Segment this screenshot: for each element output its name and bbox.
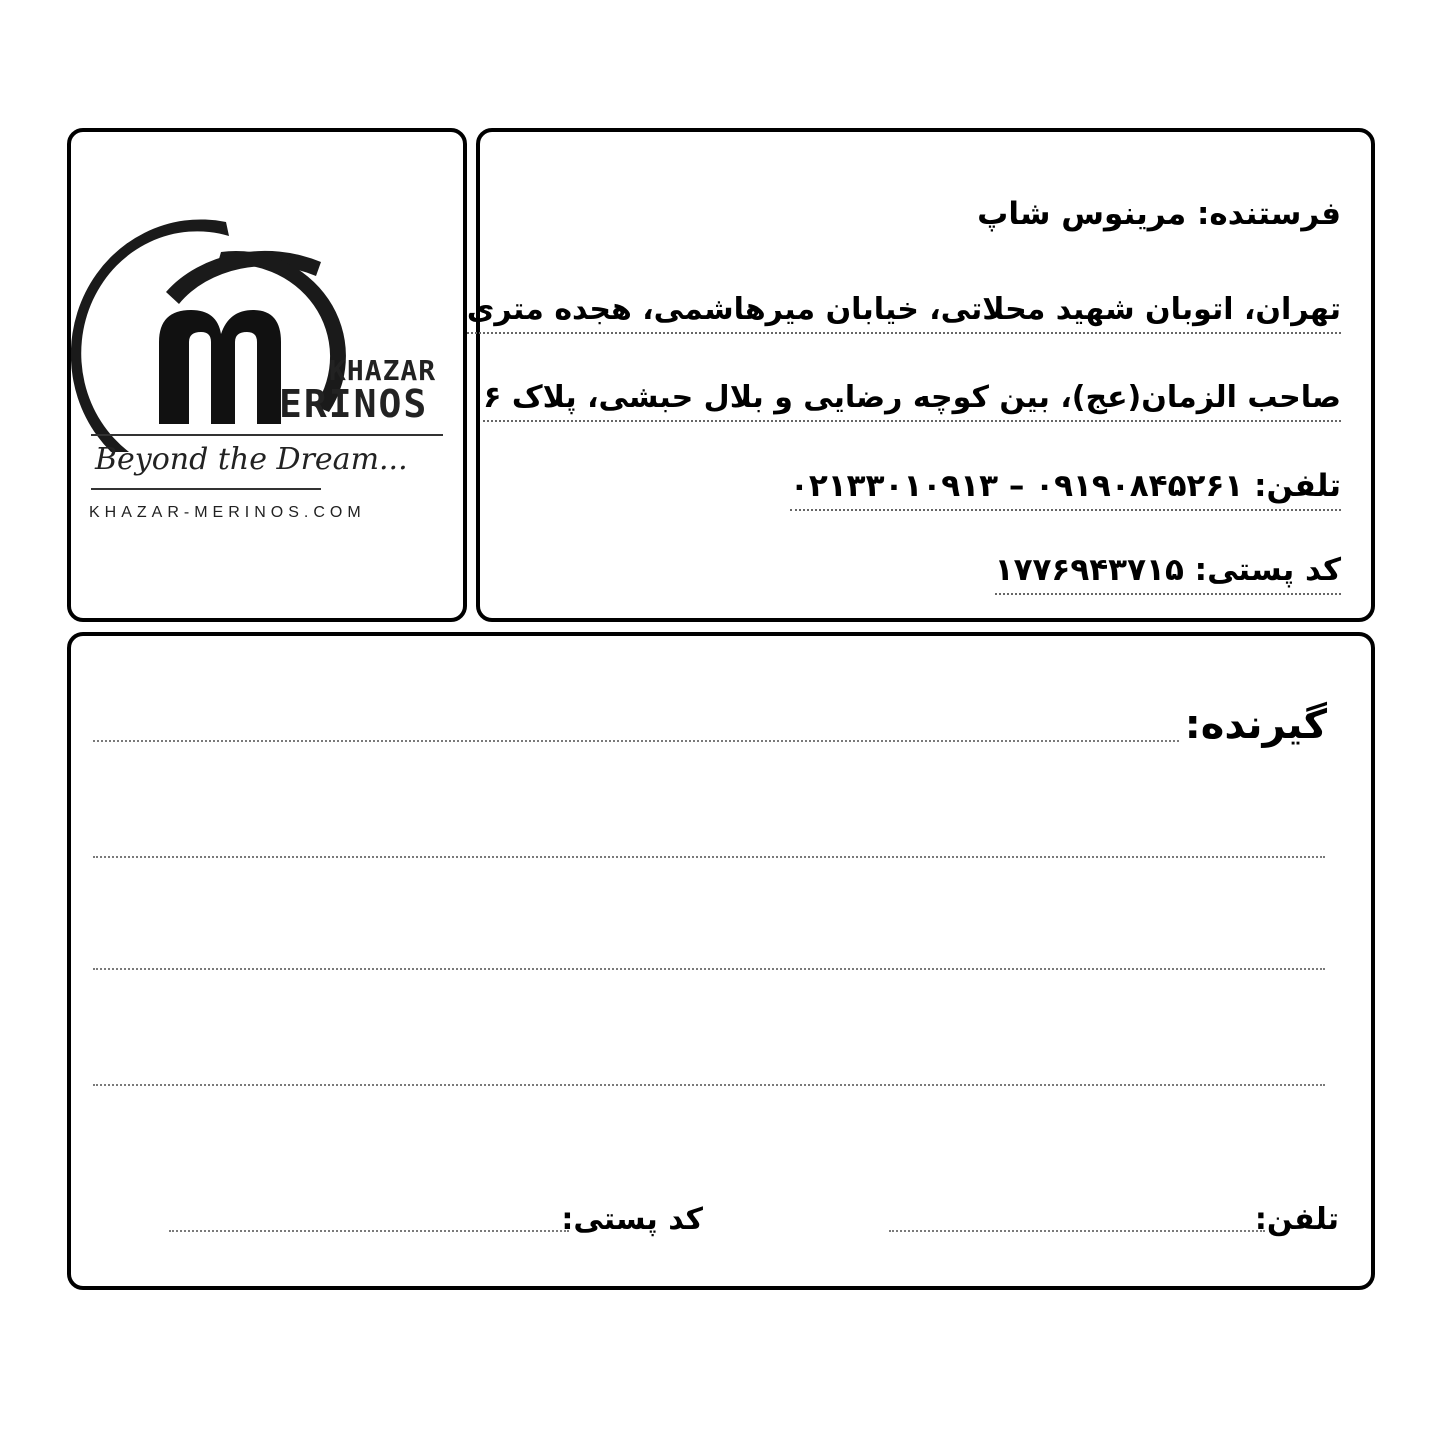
sender-panel (466, 128, 1375, 622)
receiver-postal-field[interactable] (169, 1230, 569, 1232)
brand-top-text: KHAZAR (329, 354, 437, 387)
sender-name: فرستنده: مرینوس شاپ (977, 196, 1341, 232)
brand-main-text: ERINOS (279, 382, 429, 426)
receiver-title: گیرنده: (1184, 702, 1327, 748)
receiver-address-line-1[interactable] (93, 856, 1325, 858)
receiver-panel (67, 632, 1375, 1290)
website-text: KHAZAR-MERINOS.COM (89, 504, 366, 521)
sender-address-line-1: تهران، اتوبان شهید محلاتی، خیابان میرهاشمی، هجده متری (467, 292, 1341, 334)
receiver-address-line-3[interactable] (93, 1084, 1325, 1086)
receiver-phone-label: تلفن: (1254, 1202, 1339, 1237)
logo-divider-bottom (91, 488, 321, 490)
logo-divider-top (91, 434, 443, 436)
receiver-postal-label: کد پستی: (561, 1202, 703, 1237)
sender-address-line-2: صاحب الزمان(عج)، بین کوچه رضایی و بلال حبشی، پلاک ۶ (483, 380, 1341, 422)
receiver-address-line-2[interactable] (93, 968, 1325, 970)
tagline-text: Beyond the Dream... (95, 442, 408, 477)
sender-postal-code: کد پستی: ۱۷۷۶۹۴۳۷۱۵ (995, 552, 1341, 595)
logo-panel (67, 128, 467, 622)
receiver-name-line[interactable] (93, 740, 1179, 742)
receiver-phone-field[interactable] (889, 1230, 1265, 1232)
sender-phone: تلفن: ۰۹۱۹۰۸۴۵۲۶۱ – ۰۲۱۳۳۰۱۰۹۱۳ (790, 468, 1341, 511)
